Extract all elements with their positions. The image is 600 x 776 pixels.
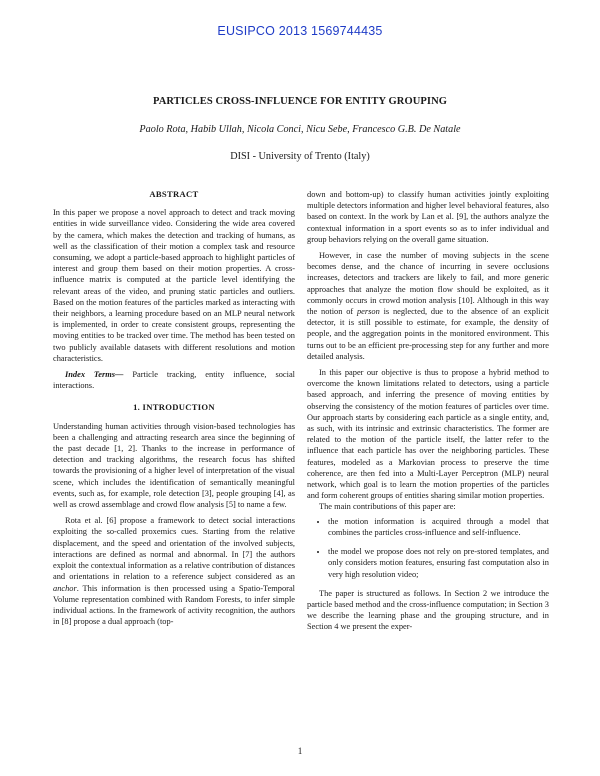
intro-paragraph-3: However, in case the number of moving subjects in the scene becomes dense, and the chance of incurring in severe occlusions increases, detectors and trackers are likely to fail, and more generic approaches that analyze the motion flow should be exploited, as it commonly occurs in crowd motion analysis [10]. Although in this way the notion of person is neglected, due to the absence of an explicit detector, it is still possible to estimate, for example, the density of people, and the aggregation points in the monitored environment. This turns out to be an efficient pre-processing step for any further and more detailed analysis. bbox=[307, 251, 549, 361]
paper-title: PARTICLES CROSS-INFLUENCE FOR ENTITY GROUPING bbox=[152, 96, 448, 107]
contributions-intro: The main contributions of this paper are: bbox=[319, 502, 456, 512]
right-column bbox=[307, 189, 549, 633]
index-terms bbox=[53, 369, 295, 391]
emphasis-person: person bbox=[356, 307, 380, 317]
intro-paragraph-1: Understanding human activities through vision-based technologies has been a challenging and attracting research area since the beginning of the past decade [1, 2]. Thanks to the increase in performance of detection and tracking algorithms, the research focus has shifted towards the provisioning of a higher level of interpretation of the visual scene, which includes the identification of semantically meaningful events, such as, for example, role detection [3], people grouping [4], as well as crowd assemblage and crowd flow analysis [5] to name a few. bbox=[53, 421, 295, 510]
emphasis-anchor: anchor bbox=[53, 583, 77, 593]
abstract-heading: ABSTRACT bbox=[149, 189, 199, 199]
intro-paragraph-4: In this paper our objective is thus to propose a hybrid method to overcome the known limitations related to detectors, using a particle based approach, and inferring the presence of moving entities by observing the consistency of the motion features of particles over time. Our approach starts by considering each particle as a single entity, and, as such, with its intrinsic and extrinsic characteristics. The former are related to the motion of the particle itself, the latter refer to the influence that each particle has over the neighboring particles. These features, modeled as a Markovian process to preserve the time coherence, are then fed into a Multi-Layer Perceptron (MLP) neural network, which goal is to learn the motion properties of the particles and form coherent groups of entities sharing similar motion properties. bbox=[307, 368, 549, 501]
intro-paragraph-5: The paper is structured as follows. In Section 2 we introduce the particle based method and the cross-influence computation; in Section 3 we describe the learning phase and the grouping structure, and in Section 4 we present the exper- bbox=[307, 588, 549, 632]
index-terms-text: Particle tracking, entity influence, social interactions. bbox=[53, 370, 295, 391]
left-column bbox=[53, 189, 295, 627]
list-item: • the motion information is acquired through a model that combines the particles cross-influence and self-influence. bbox=[328, 516, 549, 538]
index-terms-label: Index Terms— bbox=[65, 370, 124, 380]
conference-header: EUSIPCO 2013 1569744435 bbox=[217, 24, 383, 38]
abstract-text: In this paper we propose a novel approach to detect and track moving entities in wide surveillance video. Considering the wide area covered by the camera, which makes the detection and tracking of humans, as well as the classification of their motion a complex task and resource consuming, we adopt a particle-based approach to highlight particles of interest and group them based on their motion properties. A cross-influence matrix is computed at the particle level identifying the relevant areas of the video, and pruning static particles and outliers. Based on the motion features of the particles marked as interacting with their neighbors, a learning procedure based on an MLP neural network is implemented, in order to create consistent groups, representing the moving entities to be tracked over time. The method has been tested on two publicly available datasets with different resolutions and motion characteristics. bbox=[53, 208, 295, 363]
affiliation: DISI - University of Trento (Italy) bbox=[230, 151, 370, 162]
contributions-list bbox=[307, 516, 549, 580]
intro-paragraph-2: Rota et al. [6] propose a framework to detect social interactions exploiting the so-called proxemics cues. Starting from the relative displacement, and the speed and orientation of the involved subjects, interactions are defined as normal and abnormal. In [7] the authors exploit the contextual information as a relative contribution of distances and orientations in relation to a reference subject considered as an anchor. This information is then processed using a Spatio-Temporal Volume representation combined with Random Forests, to infer simple individual actions. In the framework of activity recognition, the authors in [8] propose a dual approach (top- bbox=[53, 516, 295, 627]
author-list: Paolo Rota, Habib Ullah, Nicola Conci, Nicu Sebe, Francesco G.B. De Natale bbox=[139, 124, 461, 135]
intro-paragraph-continued: down and bottom-up) to classify human activities jointly exploiting multiple detectors information and higher level behavioral features, also based on context. In the work by Lan et al. [9], the authors analyze the contextual information in a sport events so as to infer individual and group behaviors relying on the overall game situation. bbox=[307, 190, 549, 244]
page-number: 1 bbox=[297, 746, 303, 756]
list-item: • the model we propose does not rely on pre-stored templates, and only considers motion features, ensuring fast computation also in very high resolution video; bbox=[328, 546, 549, 580]
introduction-heading: 1. INTRODUCTION bbox=[133, 402, 215, 413]
